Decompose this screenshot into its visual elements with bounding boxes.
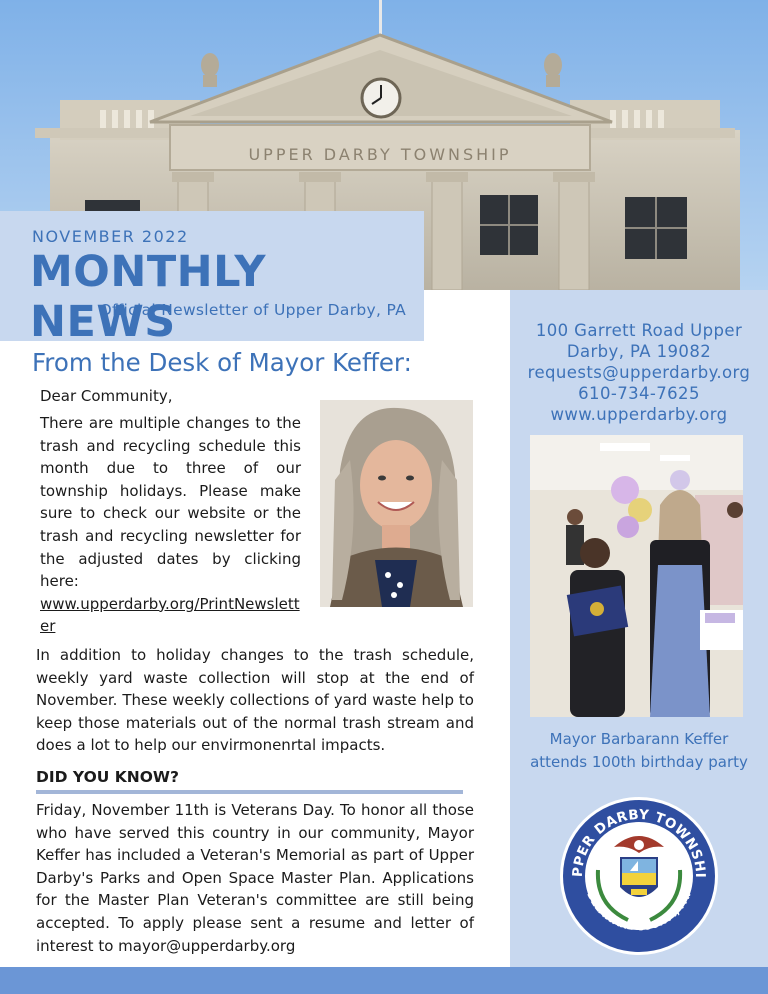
masthead (0, 211, 424, 347)
mayor-desk-heading: From the Desk of Mayor Keffer: (32, 348, 412, 377)
building-inscription: UPPER DARBY TOWNSHIP (248, 145, 512, 164)
did-you-know-heading: DID YOU KNOW? (36, 768, 179, 786)
party-photo-illustration (530, 435, 743, 717)
issue-date: NOVEMBER 2022 (32, 227, 189, 246)
intro-paragraph (40, 412, 301, 638)
veterans-day-paragraph: Friday, November 11th is Veterans Day. To honor all those who have served this country in our community, Mayor Keffer has included a Veteran's Memorial as part of Upper Darby's Parks and Open Space Master Plan. Applications for the Master Plan Veteran's committee are still being accepted. To apply please sent a resume and letter of interest to mayor@upperdarby.org (36, 801, 474, 955)
contact-website[interactable]: www.upperdarby.org (550, 405, 728, 424)
newsletter-link[interactable]: www.upperdarby.org/PrintNewsletter (40, 594, 300, 636)
section-divider (36, 790, 463, 794)
contact-info (510, 320, 768, 425)
contact-email[interactable]: requests@upperdarby.org (527, 363, 751, 382)
birthday-party-photo (530, 435, 743, 717)
yard-waste-paragraph: In addition to holiday changes to the trash schedule, weekly yard waste collection will stop at the end of November. These weekly collections of yard waste help to keep those materials out of the normal trash stream and does a lot to help our envirmonenrtal impacts. (36, 646, 474, 755)
mayor-portrait (320, 400, 473, 607)
sidebar-panel (510, 290, 768, 967)
newsletter-title: MONTHLY NEWS (30, 247, 266, 347)
mayor-portrait-illustration (320, 400, 473, 607)
contact-address: 100 Garrett Road Upper Darby, PA 19082 (535, 321, 743, 361)
seal-bottom-text: DELAWARE COUNTY, PA. (584, 890, 694, 934)
newsletter-subtitle: Official Newsletter of Upper Darby, PA (99, 301, 406, 319)
township-seal (558, 795, 720, 957)
contact-phone: 610-734-7625 (578, 384, 700, 403)
footer-bar (0, 967, 768, 994)
photo-caption: Mayor Barbarann Keffer attends 100th birthday party (530, 730, 748, 771)
seal-top-text: PPER DARBY TOWNSHI (569, 806, 709, 879)
intro-text: There are multiple changes to the trash and recycling schedule this month due to three of our township holidays. Please make sure to check our website or the trash and recycling newsletter for the adjusted dates by clicking here: (40, 414, 301, 591)
salutation: Dear Community, (40, 387, 173, 405)
seal-emblem (558, 795, 720, 957)
